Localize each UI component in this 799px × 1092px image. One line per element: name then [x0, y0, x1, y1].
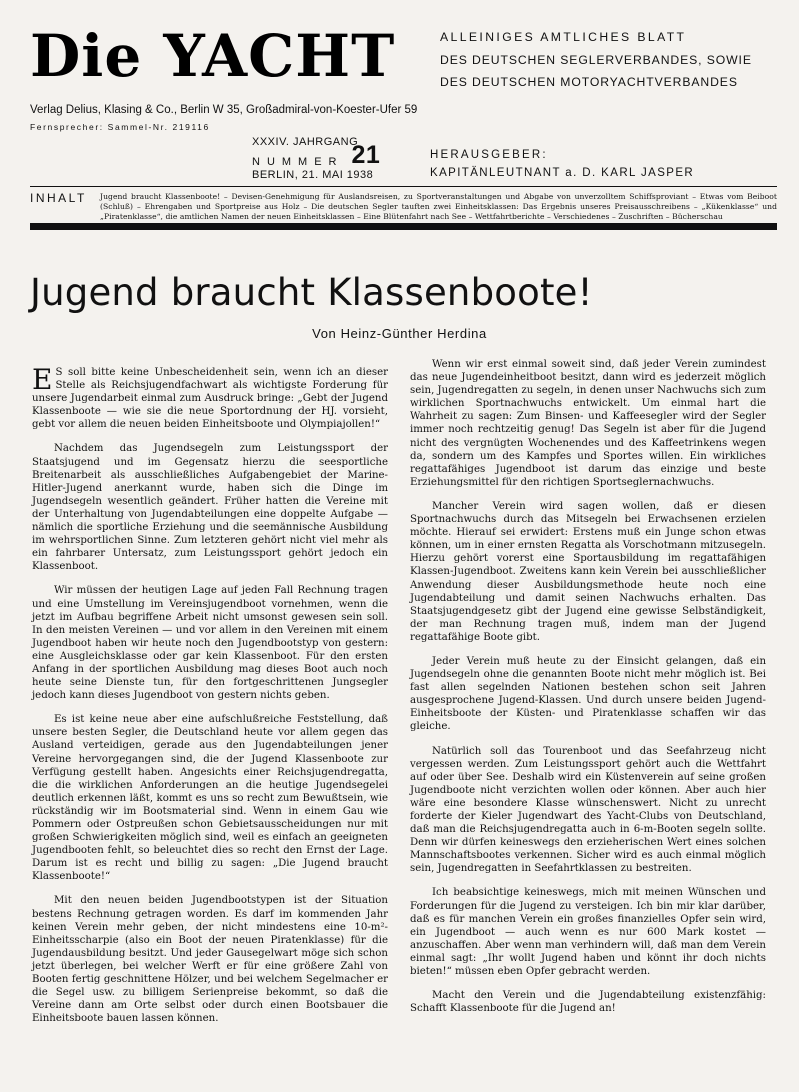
article-headline: Jugend braucht Klassenboote!: [30, 271, 593, 314]
contents-text: Jugend braucht Klassenboote! – Devisen-Genehmigung für Auslandsreisen, zu Sportveranstaltungen und Abgabe von unverzolltem Schiffsproviant – Etwas vom Beiboot (Schluß) – Ehrengaben und Sportpreise aus Holz – Die deutschen Segler tauften zwei Einheitsklassen: Das Ergebnis unseres Preisausschreibens – „Kükenklasse“ und „Piratenklasse“, die amtlichen Namen der neuen Einheitsklassen – Eine Blütenfahrt nach See – Wettfahrtberichte – Verschiedenes – Zuschriften – Bücherschau: [100, 192, 777, 221]
article-column-right: [410, 358, 766, 1026]
official-line-1: ALLEINIGES AMTLICHES BLATT: [440, 30, 687, 44]
paragraph: Mancher Verein wird sagen wollen, daß er diesen Sportnachwuchs durch das Mitsegeln bei Erwachsenen erzielen möchte. Hierauf sei erwidert: Erstens muß ein Junge schon etwas können, um in einer ernsten Regatta als Vorschotmann mitzusegeln. Hierzu gehört vorerst eine Sportausbildung im regattafähigen Klassen-Jugendboot. Zweitens kann kein Verein bei ausschließlicher Anwendung dieser Ausbildungsmethode heute noch eine Jugendabteilung und damit seinen Nachwuchs erhalten. Das Staatsjugendgesetz gibt der Jugend eine gewisse Selbständigkeit, der man Rechnung tragen muß, indem man der Jugend regattafähige Boote gibt.: [410, 500, 766, 643]
paragraph: E S soll bitte keine Unbescheidenheit sein, wenn ich an dieser Stelle als Reichsjugendfachwart als wichtigste Forderung für unsere Jugendarbeit einmal zum Ausdruck bringe: „Gebt der Jugend Klassenboote — wie sie die neue Sportordnung der HJ. vorsieht, gebt vor allem die neuen beiden Einheitsboote und Olympiajollen!“: [32, 363, 388, 431]
official-line-3: DES DEUTSCHEN MOTORYACHTVERBANDES: [440, 75, 738, 89]
paragraph: Macht den Verein und die Jugendabteilung existenzfähig: Schafft Klassenboote für die Jugend an!: [410, 990, 766, 1015]
paragraph: Jeder Verein muß heute zu der Einsicht gelangen, daß ein Jugendsegeln ohne die genannten Boote nicht mehr möglich ist. Bei fast allen segelnden Nationen bestehen schon seit Jahren ausgesprochene Jugend-Klassen. Und durch unsere beiden Jugend-Einheitsboote der Küsten- und Piratenklasse schaffen wir das gleiche.: [410, 655, 766, 733]
article-byline: Von Heinz-Günther Herdina: [312, 326, 487, 341]
official-gazette-note: [440, 26, 780, 94]
article-column-left: [32, 363, 388, 1036]
paragraph: Mit den neuen beiden Jugendbootstypen ist der Situation bestens Rechnung getragen worden. Es darf im kommenden Jahr keinen Verein mehr geben, der nicht mindestens eine 10-m²-Einheitsscharpie (also ein Boot der neuen Piratenklasse) für die Jugendausbildung besitzt. Und jeder Gausegelwart möge sich schon jetzt überlegen, bei welcher Werft er für eine größere Zahl von Booten fertig geschnittene Hölzer, und bei welchem Segelmacher er die Segel usw. zu billigem Serienpreise bekommt, so daß die Vereine dann am Orte selbst oder durch einen Bootsbauer die Einheitsboote bauen lassen können.: [32, 895, 388, 1025]
issue-info: [252, 136, 422, 182]
paragraph: Wir müssen der heutigen Lage auf jeden Fall Rechnung tragen und eine Umstellung im Vereinsjugendboot vornehmen, wenn die jetzt im Aufbau begriffene Arbeit nicht umsonst gewesen sein soll. In den meisten Vereinen — und vor allem in den Vereinen mit einem Jugendboot haben wir heute noch den Jugendbootstyp von gestern: eine Ausgleichsklasse oder gar kein Klassenboot. Für den ersten Anfang in der sportlichen Ausbildung mag dieses Boot auch noch heute seine Dienste tun, für den fortgeschrittenen Jungsegler jedoch kann dieses Jugendboot von gestern nichts geben.: [32, 585, 388, 702]
paragraph: Natürlich soll das Tourenboot und das Seefahrzeug nicht vergessen werden. Zum Leistungssport gehört auch die Wettfahrt auf oder über See. Deshalb wird ein Küstenverein auf seine großen Jugendboote nicht verzichten wollen oder können. Aber auch hier wäre eine besondere Klasse wünschenswert. Nicht zu unrecht forderte der Kieler Jugendwart des Yacht-Clubs von Deutschland, daß man die Reichsjugendregatta auch in 6-m-Booten segeln sollte. Denn wir dürfen keineswegs den erzieherischen Wert eines solchen Mannschaftsbootes verkennen. Sicher wird es auch einmal möglich sein, Jugendregatten in Seefahrtklassen zu bestreiten.: [410, 745, 766, 875]
issue-number: 21: [351, 141, 381, 169]
paragraph: Nachdem das Jugendsegeln zum Leistungssport der Staatsjugend und im Gegensatz hierzu die seesportliche Breitenarbeit als ausschließliches Aufgabengebiet der Marine-Hitler-Jugend anerkannt wurde, haben sich die Dinge im Jugendsegeln wesentlich geändert. Früher hatten die Vereine mit der Unterhaltung von Jugendabteilungen eine doppelte Aufgabe — nämlich die sportliche Erziehung und die seemännische Ausbildung im wehrsportlichen Sinne. Zum letzteren gehört nicht viel mehr als ein fahrbarer Untersatz, zum Leistungssport gehört jedoch ein Klassenboot.: [32, 443, 388, 573]
paragraph: Ich beabsichtige keineswegs, mich mit meinen Wünschen und Forderungen für die Jugend zu versteigen. Ich bin mir klar darüber, daß es für manchen Verein ein großes finanzielles Opfer sein wird, ein Jugendboot — auch wenn es nur 600 Mark kostet — anzuschaffen. Aber wenn man verhindern will, daß man dem Verein einmal sagt: „Ihr wollt Jugend haben und könnt ihr doch nichts bieten!“ müssen eben Opfer gebracht werden.: [410, 887, 766, 978]
contents-label: INHALT: [30, 191, 87, 205]
issue-date: BERLIN, 21. MAI 1938: [252, 169, 374, 181]
drop-cap: E: [32, 363, 53, 396]
paragraph: Wenn wir erst einmal soweit sind, daß jeder Verein zumindest das neue Jugendeinheitboot besitzt, dann wird es jederzeit möglich sein, Jugendregatten zu segeln, in denen unser Nachwuchs sich zum wirklichen Sportnachwuchs entwickelt. Um einmal hart die Wahrheit zu sagen: Zum Binsen- und Kaffeesegler wird der Segler immer noch rechtzeitig genug! Das Segeln ist aber für die Jugend nicht des vergnügten Wochenendes und des Kaffeetrinkens wegen da, sondern um des Kampfes und Sportes willen. Ein wirkliches regattafähiges Jugendboot ist darum das einzige und beste Erziehungsmittel für den richtigen Sportseglernachwuchs.: [410, 359, 766, 488]
editor-label: HERAUSGEBER:: [430, 149, 548, 161]
divider-rule: [30, 186, 777, 187]
paragraph: Es ist keine neue aber eine aufschlußreiche Feststellung, daß unsere besten Segler, die Deutschland heute vor allem gegen das Ausland verteidigen, gerade aus den Jugendabteilungen jener Vereine hervorgegangen sind, die der Jugend Klassenboote zur Verfügung gestellt haben. Angesichts einer Reichsjugendregatta, die die wirklichen Anforderungen an die heutige Jugendsegelei deutlich erkennen läßt, kommt es uns so recht zum Bewußtsein, wie rückständig wir im Bootsmaterial sind. Wenn in einem Gau wie Pommern oder Ostpreußen schon Gebietsausscheidungen nur mit großen Schwierigkeiten möglich sind, weil es einfach an geeigneten Jugendbooten fehlt, so beleuchtet dies so recht den Ernst der Lage. Darum ist es recht und billig zu sagen: „Die Jugend braucht Klassenboote!“: [32, 714, 388, 883]
table-of-contents: [30, 191, 777, 221]
editor-name: KAPITÄNLEUTNANT a. D. KARL JASPER: [430, 167, 695, 179]
publisher-line: Verlag Delius, Klasing & Co., Berlin W 35, Großadmiral-von-Koester-Ufer 59: [30, 104, 418, 116]
volume-label: XXXIV. JAHRGANG: [252, 136, 359, 148]
editor-block: [430, 146, 780, 182]
number-label: NUMMER: [252, 156, 344, 168]
official-line-2: DES DEUTSCHEN SEGLERVERBANDES, SOWIE: [440, 52, 752, 67]
phone-line: Fernsprecher: Sammel-Nr. 219116: [30, 122, 210, 132]
magazine-logo: Die YACHT: [30, 22, 396, 90]
thick-divider-rule: [30, 223, 777, 230]
